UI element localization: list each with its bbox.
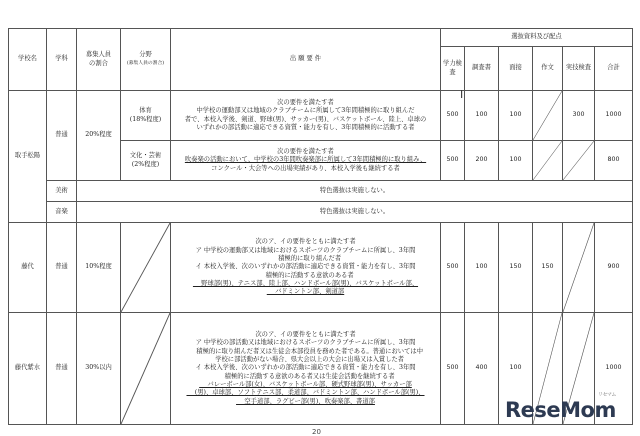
requirements-text: 次の要件を満たす者 吹奏楽の活動において、中学校の3年間吹奏楽部に所属して3年間積極的に取り組み、 コンクール・大会等への出場実績があり、本校入学後も継続する者: [171, 141, 441, 181]
score-total: 900: [595, 223, 633, 313]
field-empty: [121, 313, 171, 425]
score-total: 1000: [595, 313, 633, 425]
quota: 10%程度: [77, 223, 121, 313]
score-academic: 500: [441, 223, 465, 313]
text-cursor-icon: I: [460, 88, 464, 101]
header-course: 学科: [47, 29, 77, 91]
score-total: 800: [595, 141, 633, 181]
score-interview: 100: [499, 141, 533, 181]
school-name: 藤代: [9, 223, 47, 313]
requirements-text: 次の要件を満たす者 中学校の運動部又は地域のクラブチームに所属して3年間積極的に取り組んだ 者で、本校入学後、剣道、野球(男)、サッカー(男)、バスケットボール、陸上、卓球の いずれかの部活動に適応できる資質・能力を有し、3年間積極的に活動する者: [171, 91, 441, 141]
score-interview: 100: [499, 313, 533, 425]
header-selection: 選抜資料及び配点: [441, 29, 633, 47]
table-row: [9, 91, 633, 141]
header-school: 学校名: [9, 29, 47, 91]
score-essay-empty: [533, 141, 563, 181]
school-name: 取手松陽: [9, 91, 47, 223]
not-implemented-note: 特色選抜は実施しない。: [77, 181, 633, 202]
school-name: 藤代紫水: [9, 313, 47, 425]
score-practical-empty: [563, 141, 595, 181]
course-name: 普通: [47, 223, 77, 313]
score-interview: 100: [499, 91, 533, 141]
page-number: 20: [312, 428, 321, 436]
table-row: [9, 202, 633, 223]
resemom-logo: ReseMom リセマム: [505, 392, 616, 422]
requirements-text: 次のア、イの要件をともに満たす者 ア 中学校の運動部又は地域におけるスポーツのクラブチームに所属し、3年間 積極的に取り組んだ者 イ 本校入学後、次のいずれかの部活動に適応できる資質・能力を有し、3年間 積極的に活動する意欲のある者 野球部(男)、テニス部、陸上部、ハンドボール部(男)、バスケットボール部、 バドミントン部、剣道部: [171, 223, 441, 313]
score-essay-empty: [533, 91, 563, 141]
score-essay: 150: [533, 223, 563, 313]
course-name: 音楽: [47, 202, 77, 223]
field: 体育 (18%程度): [121, 91, 171, 141]
col-essay: 作文: [533, 47, 563, 91]
table-row: [9, 181, 633, 202]
score-report: 100: [465, 91, 499, 141]
course-name: 美術: [47, 181, 77, 202]
quota: 20%程度: [77, 91, 121, 181]
course-name: 普通: [47, 91, 77, 181]
score-academic: 500: [441, 141, 465, 181]
quota: 30%以内: [77, 313, 121, 425]
header-field: 分野 (募集人員の割合): [121, 29, 171, 91]
col-academic-test: 学力検査: [441, 47, 465, 91]
score-academic: 500: [441, 313, 465, 425]
score-practical-empty: [563, 223, 595, 313]
field: 文化・芸術 (2%程度): [121, 141, 171, 181]
admission-criteria-table: [8, 28, 633, 425]
col-total: 合計: [595, 47, 633, 91]
col-report: 調査書: [465, 47, 499, 91]
not-implemented-note: 特色選抜は実施しない。: [77, 202, 633, 223]
score-total: 1000: [595, 91, 633, 141]
header-row: [9, 29, 633, 47]
score-report: 100: [465, 223, 499, 313]
score-interview: 150: [499, 223, 533, 313]
field-empty: [121, 223, 171, 313]
header-requirements: 出 願 要 件: [171, 29, 441, 91]
course-name: 普通: [47, 313, 77, 425]
col-practical: 実技検査: [563, 47, 595, 91]
score-practical: 300: [563, 91, 595, 141]
requirements-text: 次のア、イの要件をともに満たす者 ア 中学校の部活動又は地域におけるスポーツのクラブチームに所属し、3年間 積極的に取り組んだ者又は生徒会本部役員を務めた者である。普通においては中 学校に部活動がない場合、県大会以上の大会に出場又は入賞した者 イ 本校入学後、次のいずれかの部活動に適応できる資質・能力を有し、3年間 積極的に活動する意欲のある者又は生徒会活動を継続する者 バレーボール部(女)、バスケットボール部、硬式野球部(男)、サッカー部 (男)、卓球部、ソフトテニス部、柔道部、バドミントン部、ハンドボール部(男)、 空手道部、ラグビー部(男)、吹奏楽部、書道部: [171, 313, 441, 425]
score-report: 200: [465, 141, 499, 181]
score-report: 400: [465, 313, 499, 425]
col-interview: 面接: [499, 47, 533, 91]
header-quota: 募集人員 の割合: [77, 29, 121, 91]
table-row: [9, 223, 633, 313]
score-academic: 500: [441, 91, 465, 141]
